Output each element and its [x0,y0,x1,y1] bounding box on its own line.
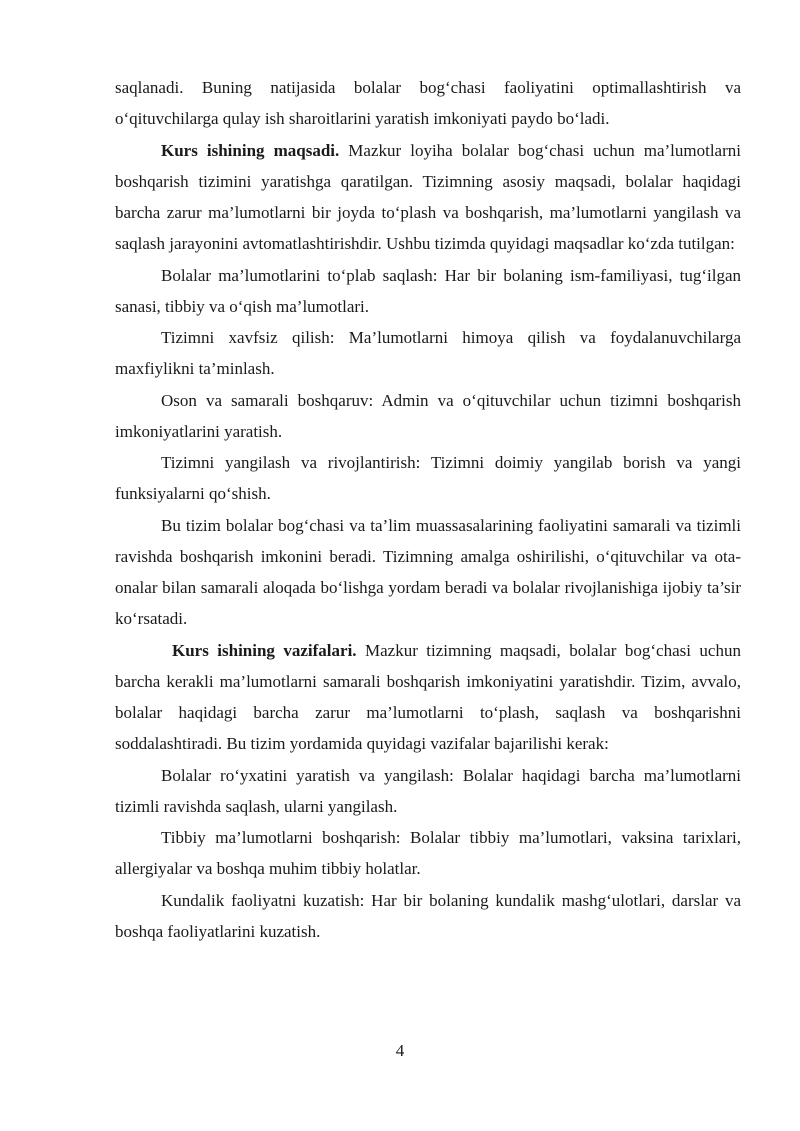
paragraph-text: Bu tizim bolalar bog‘chasi va ta’lim muassasalarining faoliyatini samarali va tizimli ravishda boshqarish imkonini beradi. Tizimning amalga oshirilishi, o‘qituvchilar va ota-onalar bilan samarali aloqada bo‘lishga yordam beradi va bolalar rivojlanishiga ijobiy ta’sir ko‘rsatadi. [115,515,741,629]
paragraph-text: Tizimni yangilash va rivojlantirish: Tizimni doimiy yangilab borish va yangi funksiyalarni qo‘shish. [115,453,741,504]
paragraph-system-benefit [115,510,741,635]
paragraph-text: saqlanadi. Buning natijasida bolalar bog‘chasi faoliyatini optimallashtirish va o‘qituvchilarga qulay ish sharoitlarini yaratish imkoniyati paydo bo‘ladi. [115,78,741,129]
paragraph-text: Mazkur tizimning maqsadi, bolalar bog‘chasi uchun barcha kerakli ma’lumotlarni samarali boshqarish imkoniyatini yaratishdir. Tizim, avvalo, bolalar haqidagi barcha zarur ma’lumotlarni to‘plash, saqlash va boshqarishni soddalashtiradi. Bu tizim yordamida quyidagi vazifalar bajarilishi kerak: [115,640,741,754]
paragraph-text: Tizimni xavfsiz qilish: Ma’lumotlarni himoya qilish va foydalanuvchilarga maxfiylikni ta’minlash. [115,328,741,379]
task-item-child-list [115,760,741,823]
goal-item-development [115,447,741,510]
paragraph-goal [115,135,741,260]
paragraph-text: Bolalar ma’lumotlarini to‘plab saqlash: Har bir bolaning ism-familiyasi, tug‘ilgan sanasi, tibbiy va o‘qish ma’lumotlari. [115,265,741,316]
task-item-daily-activity [115,885,741,948]
paragraph-tasks [115,635,741,760]
goal-item-management [115,385,741,448]
paragraph-text: Bolalar ro‘yxatini yaratish va yangilash: Bolalar haqidagi barcha ma’lumotlarni tizimli ravishda saqlash, ularni yangilash. [115,765,741,816]
goal-item-security [115,322,741,385]
page-number: 4 [395,1041,405,1060]
document-page [115,72,741,947]
task-item-medical [115,822,741,885]
paragraph-text: Oson va samarali boshqaruv: Admin va o‘qituvchilar uchun tizimni boshqarish imkoniyatlarini yaratish. [115,390,741,441]
paragraph-text: Tibbiy ma’lumotlarni boshqarish: Bolalar tibbiy ma’lumotlari, vaksina tarixlari, allergiyalar va boshqa muhim tibbiy holatlar. [115,828,741,879]
paragraph-text: Mazkur loyiha bolalar bog‘chasi uchun ma’lumotlarni boshqarish tizimini yaratishga qaratilgan. Tizimning asosiy maqsadi, bolalar haqidagi barcha zarur ma’lumotlarni bir joyda to‘plash va boshqarish, ma’lumotlarni yangilash va saqlash jarayonini avtomatlashtirishdir. Ushbu tizimda quyidagi maqsadlar ko‘zda tutilgan: [115,140,741,254]
paragraph-text: Kundalik faoliyatni kuzatish: Har bir bolaning kundalik mashg‘ulotlari, darslar va boshqa faoliyatlarini kuzatish. [115,890,741,941]
goal-item-data-collection [115,260,741,323]
section-heading-goal: Kurs ishining maqsadi. [161,140,340,160]
paragraph-intro-continuation [115,72,741,135]
section-heading-tasks: Kurs ishining vazifalari. [172,640,357,660]
